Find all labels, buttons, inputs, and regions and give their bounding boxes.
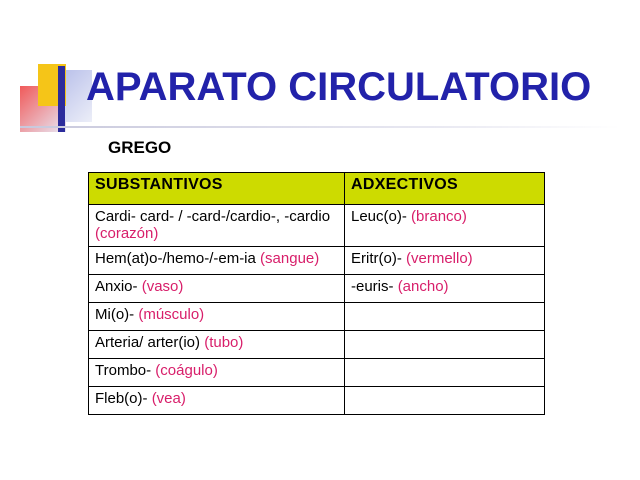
table-row	[89, 359, 545, 387]
noun-meaning: (vaso)	[141, 278, 184, 295]
noun-term: Arteria/ arter(io)	[95, 334, 201, 351]
noun-cell	[89, 205, 345, 247]
adjective-cell	[345, 359, 545, 387]
adjective-cell	[345, 205, 545, 247]
adjective-cell	[345, 275, 545, 303]
noun-meaning: (músculo)	[138, 306, 205, 323]
noun-cell	[89, 331, 345, 359]
adjective-cell	[345, 247, 545, 275]
noun-meaning: (sangue)	[260, 250, 320, 267]
noun-term: Hem(at)o-/hemo-/-em-ia	[95, 250, 256, 267]
adjective-term: Eritr(o)-	[351, 250, 402, 267]
table-row	[89, 387, 545, 415]
noun-cell	[89, 303, 345, 331]
noun-meaning: (coágulo)	[155, 362, 218, 379]
logo-blue-bar	[58, 66, 65, 132]
noun-cell	[89, 359, 345, 387]
column-header-nouns: SUBSTANTIVOS	[89, 173, 345, 205]
section-subtitle: GREGO	[108, 138, 172, 157]
noun-term: Mi(o)-	[95, 306, 135, 323]
noun-cell	[89, 275, 345, 303]
table-row	[89, 275, 545, 303]
noun-term: Trombo-	[95, 362, 152, 379]
table-row	[89, 205, 545, 247]
page-title: APARATO CIRCULATORIO	[86, 65, 592, 109]
noun-term: Anxio-	[95, 278, 138, 295]
noun-term: Cardi- card- / -card-/cardio-, -cardio	[95, 208, 331, 225]
noun-term: Fleb(o)-	[95, 390, 148, 407]
adjective-term: Leuc(o)-	[351, 208, 407, 225]
noun-meaning: (vea)	[151, 390, 186, 407]
adjective-cell	[345, 331, 545, 359]
table-row	[89, 247, 545, 275]
adjective-cell	[345, 303, 545, 331]
vocabulary-table	[88, 172, 545, 415]
adjective-meaning: (branco)	[411, 208, 467, 225]
column-header-adjectives: ADXECTIVOS	[345, 173, 545, 205]
adjective-cell	[345, 387, 545, 415]
title-divider	[20, 126, 620, 128]
noun-meaning: (corazón)	[95, 225, 159, 242]
table-row	[89, 331, 545, 359]
noun-meaning: (tubo)	[204, 334, 244, 351]
adjective-term: -euris-	[351, 278, 394, 295]
noun-cell	[89, 387, 345, 415]
noun-cell	[89, 247, 345, 275]
adjective-meaning: (vermello)	[406, 250, 473, 267]
adjective-meaning: (ancho)	[397, 278, 449, 295]
table-header-row	[89, 173, 545, 205]
table-row	[89, 303, 545, 331]
